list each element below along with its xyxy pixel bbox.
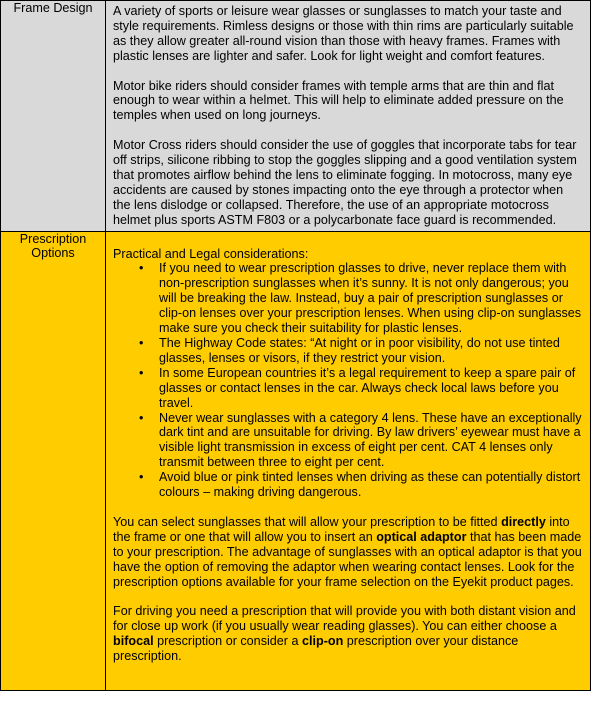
list-item bbox=[139, 261, 583, 336]
list-item-text: If you need to wear prescription glasses to drive, never replace them with non-prescription sunglasses when it’s sunny. It is not only dangerous; you will be breaking the law. Instead, buy a pair of prescription sunglasses or clip-on lenses over your prescription lenses. When using clip-on sunglasses make sure you check their suitability for plastic lenses. bbox=[159, 261, 582, 336]
text-run: prescription over your distance prescription. bbox=[113, 634, 519, 664]
considerations-list bbox=[113, 261, 583, 500]
frame-design-content bbox=[106, 1, 591, 232]
text-run: into the frame or one that will allow you to insert an bbox=[113, 514, 570, 544]
bold-term-clip-on: clip-on bbox=[302, 634, 344, 649]
bullet-icon: • bbox=[139, 336, 144, 350]
frame-design-row bbox=[1, 1, 591, 232]
adaptor-paragraph bbox=[113, 515, 583, 590]
bullet-icon: • bbox=[139, 410, 144, 425]
list-item-text: Never wear sunglasses with a category 4 lens. These have an exceptionally dark tint and are unsuitable for driving. By law drivers’ eyewear must have a visible light transmission in excess of eight per cent. CAT 4 lenses only transmit between three to eight per cent. bbox=[159, 410, 582, 470]
prescription-options-label: Prescription Options bbox=[1, 231, 106, 690]
list-item bbox=[139, 470, 583, 500]
prescription-options-row bbox=[1, 231, 591, 690]
text-run: For driving you need a prescription that will provide you with both distant vision and for close up work (if you usually wear reading glasses). You can either choose a bbox=[113, 604, 576, 634]
list-item bbox=[139, 365, 583, 411]
driving-paragraph bbox=[113, 604, 583, 664]
frame-design-paragraph-1: A variety of sports or leisure wear glasses or sunglasses to match your taste and style requirements. Rimless designs or those with thin rims are particularly suitable as they allow greater all-round vision than those with heavy frames. Frames with plastic lenses are lighter and safer. Look for light weight and comfort features. bbox=[113, 4, 574, 63]
bold-term-optical-adaptor: optical adaptor bbox=[376, 529, 467, 544]
frame-design-paragraph-2: Motor bike riders should consider frames with temple arms that are thin and flat enough to wear within a helmet. This will help to eliminate added pressure on the temples when used on long journeys. bbox=[113, 78, 564, 123]
list-item-text: The Highway Code states: “At night or in poor visibility, do not use tinted glasses, lenses or visors, if they restrict your vision. bbox=[159, 336, 560, 365]
text-run: You can select sunglasses that will allow your prescription to be fitted bbox=[113, 514, 502, 529]
frame-design-label: Frame Design bbox=[1, 1, 106, 232]
list-item bbox=[139, 410, 583, 471]
text-run: prescription or consider a bbox=[153, 634, 302, 649]
list-item-text: Avoid blue or pink tinted lenses when driving as these can potentially distort colours – making driving dangerous. bbox=[159, 470, 581, 500]
list-item bbox=[139, 336, 583, 366]
prescription-options-content bbox=[106, 231, 591, 690]
bold-term-directly: directly bbox=[501, 514, 546, 529]
considerations-heading: Practical and Legal considerations: bbox=[113, 246, 309, 261]
list-item-text: In some European countries it’s a legal requirement to keep a spare pair of glasses or contact lenses in the car. Always check local laws before you travel. bbox=[159, 365, 576, 410]
bullet-icon: • bbox=[139, 470, 144, 485]
frame-design-paragraph-3: Motor Cross riders should consider the use of goggles that incorporate tabs for tear off strips, silicone ribbing to stop the goggles slipping and a good ventilation system that promotes airflow behind the lens to eliminate fogging. In motocross, many eye accidents are caused by stones impacting onto the eye through a protector when the lens dislodge or collapsed. Therefore, the use of an appropriate motocross helmet plus sports ASTM F803 or a polycarbonate face guard is recommended. bbox=[113, 138, 577, 227]
bold-term-bifocal: bifocal bbox=[113, 634, 154, 649]
text-run: that has been made to your prescription. The advantage of sunglasses with an optical adaptor is that you have the option of removing the adaptor when wearing contact lenses. Look for the prescription options available for your frame selection on the Eyekit product pages. bbox=[113, 529, 582, 589]
bullet-icon: • bbox=[139, 261, 144, 276]
bullet-icon: • bbox=[139, 365, 144, 380]
